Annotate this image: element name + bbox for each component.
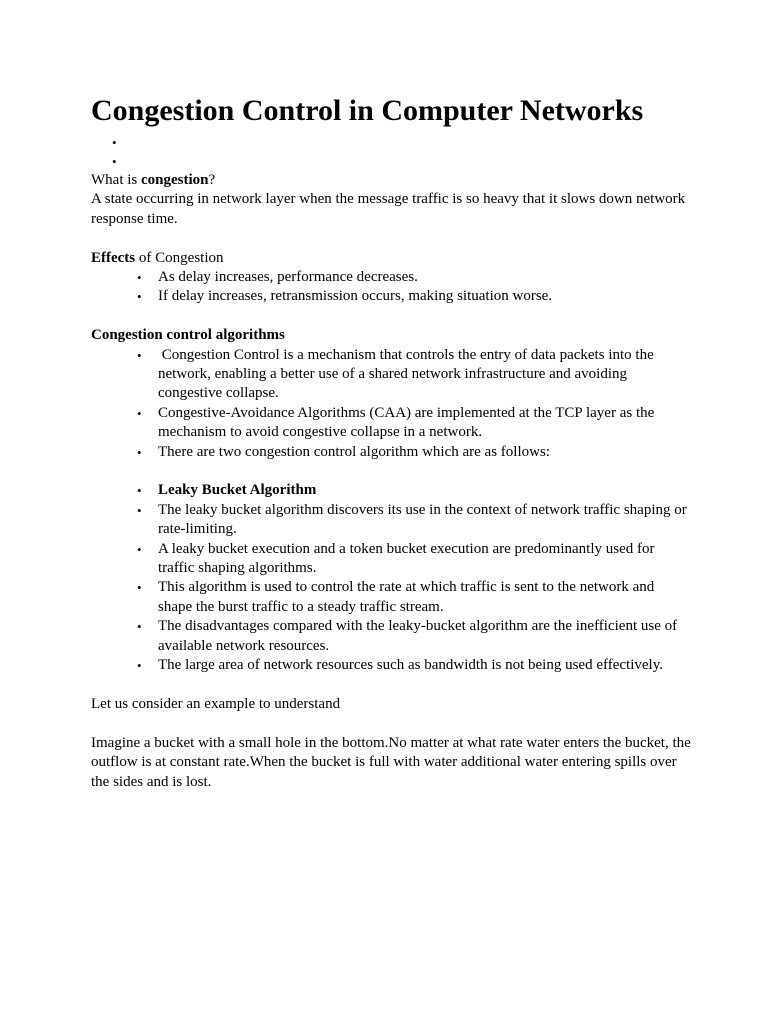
list-item: • The large area of network resources such as bandwidth is not being used effectively.	[158, 656, 691, 675]
effects-heading-rest: of Congestion	[135, 249, 224, 266]
empty-bullet-list	[91, 133, 691, 171]
spacer	[91, 229, 691, 248]
empty-list-item	[91, 133, 691, 152]
congestion-question	[91, 171, 691, 190]
list-item: • If delay increases, retransmission occurs, making situation worse.	[158, 287, 691, 306]
spacer	[91, 676, 691, 695]
algorithms-heading	[91, 326, 691, 345]
empty-list-item	[91, 152, 691, 171]
effects-heading-bold: Effects	[91, 249, 136, 266]
list-item: • The disadvantages compared with the leaky-bucket algorithm are the inefficient use of available network resources.	[158, 617, 691, 656]
list-item: • As delay increases, performance decreases.	[158, 268, 691, 287]
list-item: • The leaky bucket algorithm discovers its use in the context of network traffic shaping or rate-limiting.	[158, 501, 691, 540]
effects-list	[91, 268, 691, 307]
page-title: Congestion Control in Computer Networks	[91, 94, 644, 127]
leaky-bucket-list	[91, 481, 691, 675]
list-item: • This algorithm is used to control the rate at which traffic is sent to the network and shape the burst traffic to a steady traffic stream.	[158, 578, 691, 617]
question-suffix: ?	[208, 172, 216, 188]
list-item: • Congestive-Avoidance Algorithms (CAA) are implemented at the TCP layer as the mechanism to avoid congestive collapse in a network.	[158, 404, 691, 443]
effects-heading	[91, 249, 691, 268]
question-keyword: congestion	[141, 172, 209, 188]
example-intro: Let us consider an example to understand	[91, 695, 341, 712]
algorithms-heading-bold: Congestion control algorithms	[91, 327, 285, 344]
list-item: • A leaky bucket execution and a token bucket execution are predominantly used for traffic shaping algorithms.	[158, 540, 691, 579]
question-prefix: What is	[91, 172, 141, 188]
leaky-bucket-heading-bold: Leaky Bucket Algorithm	[158, 482, 317, 499]
congestion-definition: A state occurring in network layer when the message traffic is so heavy that it slows down network response time.	[91, 191, 686, 227]
list-item: • Congestion Control is a mechanism that controls the entry of data packets into the network, enabling a better use of a shared network infrastructure and avoiding congestive collapse.	[158, 346, 691, 404]
spacer	[91, 714, 691, 733]
spacer	[91, 462, 691, 481]
spacer	[91, 307, 691, 326]
list-item: • There are two congestion control algorithm which are as follows:	[158, 443, 691, 462]
example-text: Imagine a bucket with a small hole in the bottom.No matter at what rate water enters the bucket, the outflow is at constant rate.When the bucket is full with water additional water entering spills over the sides and is lost.	[91, 734, 691, 790]
leaky-bucket-heading	[158, 481, 691, 500]
document-page	[91, 92, 691, 792]
algorithms-list	[91, 346, 691, 462]
